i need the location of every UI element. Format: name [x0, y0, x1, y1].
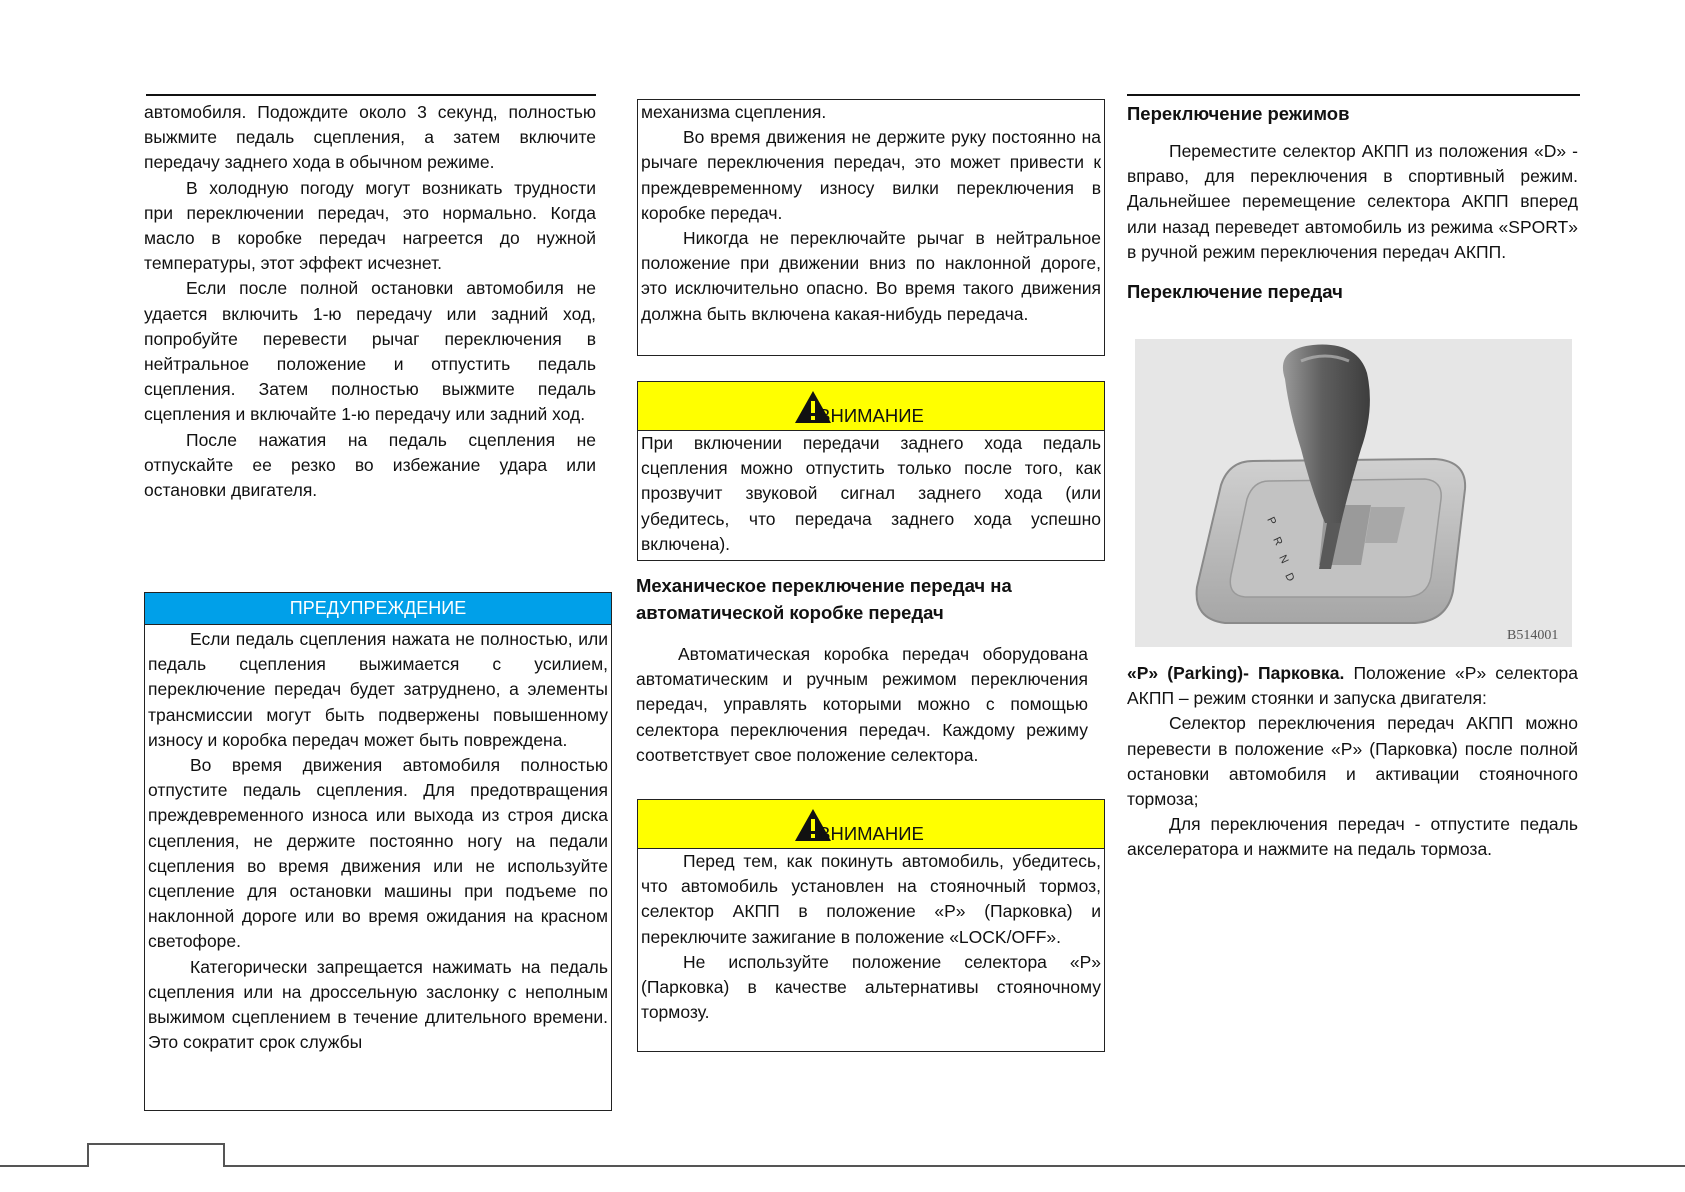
paragraph: Никогда не переключайте рычаг в нейтральное положение при движении вниз по наклонной дороге, это исключительно опасно. Во время такого движения должна быть включена какая-нибудь передача. [641, 228, 1101, 324]
paragraph: Переместите селектор АКПП из положения «D» - вправо, для переключения в спортивный режим. Дальнейшее перемещение селектора АКПП вперед или назад переведет автомобиль из режима «SPORT» в ручной режим переключения передач АКПП. [1127, 141, 1578, 262]
gear-selector-photo [1135, 339, 1572, 647]
paragraph [1127, 661, 1578, 711]
caution-title: ВНИМАНИЕ [818, 822, 924, 844]
column-3-top [1127, 100, 1578, 305]
paragraph: Если педаль сцепления нажата не полностью, или педаль сцепления выжимается с усилием, переключение передач будет затруднено, а элементы трансмиссии могут быть подвержены повышенному износу и коробка передач может быть повреждена. [148, 629, 608, 750]
notice-box [637, 99, 1105, 356]
gate-letter-d: D [1282, 571, 1297, 584]
paragraph: Автоматическая коробка передач оборудована автоматическим и ручным режимом переключения передач, управлять которыми можно с помощью селектора переключения передач. Каждому режиму соответствует свое положение селектора. [636, 644, 1088, 765]
caution-box-2 [637, 799, 1105, 1052]
warning-box-title: ПРЕДУПРЕЖДЕНИЕ [145, 593, 611, 625]
section-heading: Переключение режимов [1127, 103, 1350, 124]
paragraph: После нажатия на педаль сцепления не отпускайте ее резко во избежание удара или остановки двигателя. [144, 429, 596, 501]
caution-header [638, 382, 1104, 431]
column-3-bottom [1127, 661, 1578, 863]
image-code: B514001 [1507, 628, 1559, 643]
warning-box [144, 592, 612, 1111]
paragraph: Во время движения автомобиля полностью отпустите педаль сцепления. Для предотвращения преждевременного износа или выхода из строя диска сцепления, не держите постоянно ногу на педали сцепления во время движения или не используйте сцепление для остановки машины при подъеме по наклонной дороге или во время ожидания на красном светофоре. [148, 755, 608, 952]
paragraph: Перед тем, как покинуть автомобиль, убедитесь, что автомобиль установлен на стояночный тормоз, селектор АКПП в положение «P» (Парковка) и переключите зажигание в положение «LOCK/OFF». [641, 851, 1101, 947]
gate-letter-n: N [1276, 553, 1291, 566]
gate-letter-r: R [1270, 535, 1285, 548]
caution-header [638, 800, 1104, 849]
paragraph: механизма сцепления. [641, 102, 827, 122]
paragraph: Для переключения передач - отпустите педаль акселератора и нажмите на педаль тормоза. [1127, 814, 1578, 860]
footer-rule [0, 1138, 1685, 1168]
top-rule-left [146, 94, 596, 96]
paragraph: При включении передачи заднего хода педаль сцепления можно отпустить только после того, как прозвучит звуковой сигнал заднего хода (или убедитесь, что передача заднего хода успешно включена). [641, 433, 1101, 554]
column-1 [144, 100, 596, 503]
paragraph: Во время движения не держите руку постоянно на рычаге переключения передач, это может привести к преждевременному износу вилки переключения в коробке передач. [641, 127, 1101, 223]
column-2-body [636, 572, 1088, 768]
top-rule-right [1127, 94, 1580, 96]
section-heading: Переключение передач [1127, 281, 1343, 303]
caution-box-1 [637, 381, 1105, 561]
term-definition: Положение «P» селектора АКПП – режим стоянки и запуска двигателя: [1127, 663, 1579, 709]
section-heading: Механическое переключение передач на автоматической коробке передач [636, 575, 1012, 623]
gate-letter-p: P [1264, 515, 1279, 527]
paragraph: Селектор переключения передач АКПП можно перевести в положение «P» (Парковка) после полной остановки автомобиля и активации стояночного тормоза; [1127, 713, 1578, 810]
paragraph: автомобиля. Подождите около 3 секунд, полностью выжмите педаль сцепления, а затем включите передачу заднего хода в обычном режиме. [144, 102, 596, 173]
term-parking: «P» (Parking)- Парковка. [1127, 663, 1345, 683]
caution-title: ВНИМАНИЕ [818, 404, 924, 426]
paragraph: В холодную погоду могут возникать трудности при переключении передач, это нормально. Когда масло в коробке передач нагреется до нужной температуры, этот эффект исчезнет. [144, 177, 596, 274]
paragraph: Не используйте положение селектора «P» (Парковка) в качестве альтернативы стояночному тормозу. [641, 951, 1101, 1023]
paragraph: Категорически запрещается нажимать на педаль сцепления или на дроссельную заслонку с неполным выжимом сцеплением в течение длительного времени. Это сократит срок службы [148, 956, 608, 1053]
paragraph: Если после полной остановки автомобиля не удается включить 1-ю передачу или задний ход, попробуйте перевести рычаг переключения в нейтральное положение и отпустить педаль сцепления. Затем полностью выжмите педаль сцепления и включайте 1-ю передачу или задний ход. [144, 278, 596, 425]
gear-selector-illustration [1135, 339, 1572, 647]
